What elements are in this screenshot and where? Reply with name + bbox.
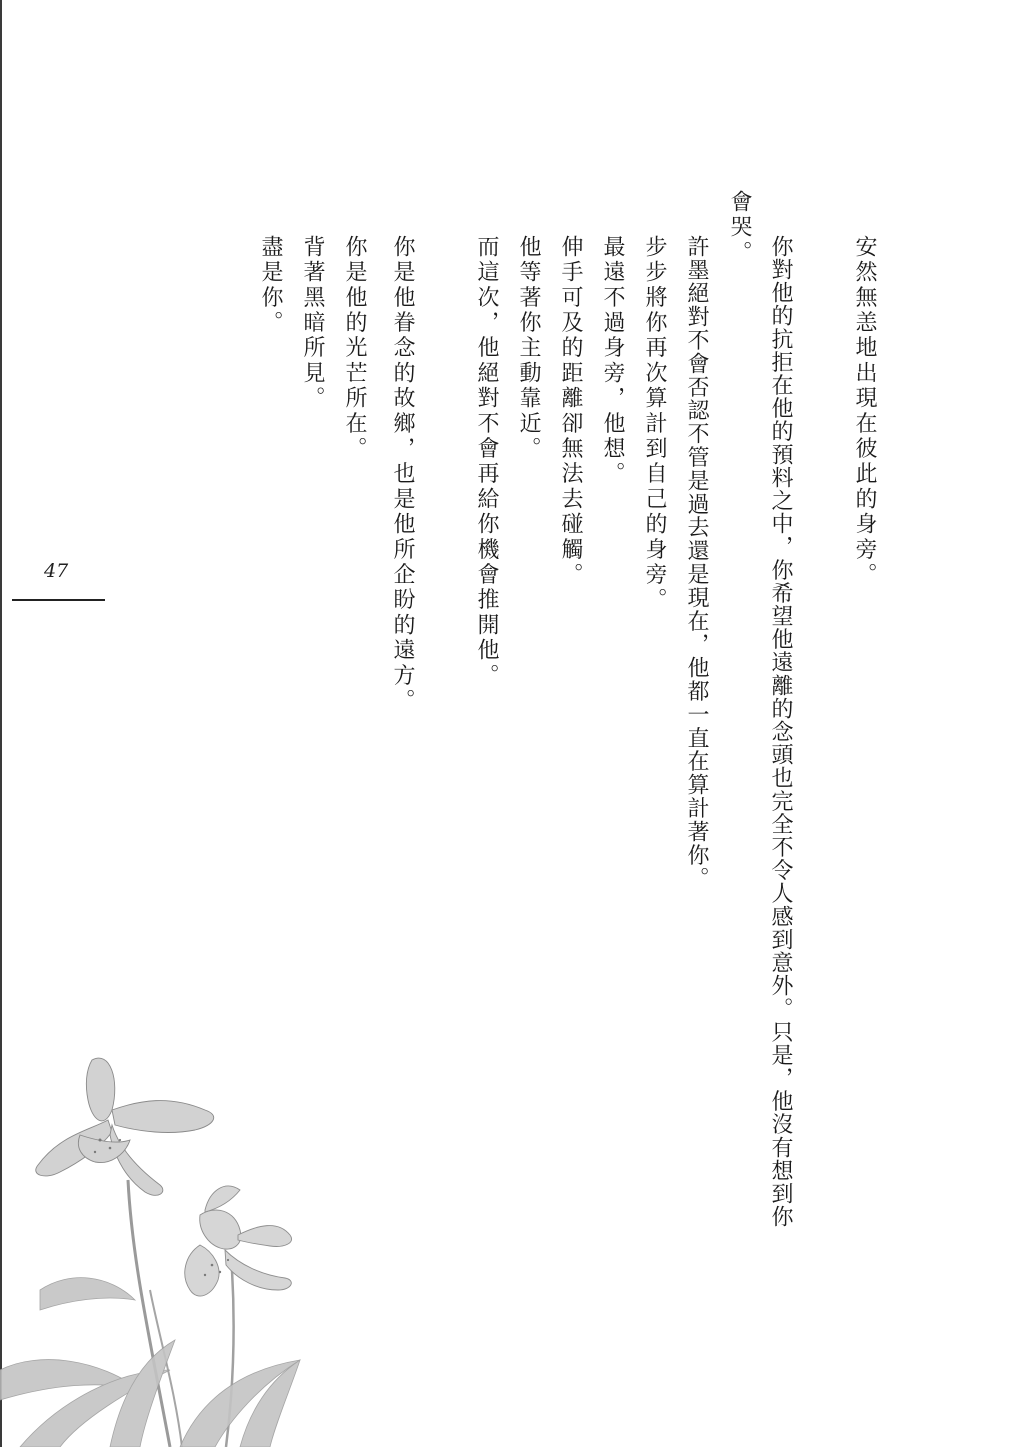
text-line-13: 盡是你。	[258, 235, 283, 336]
text-line-9: 而這次，他絕對不會再給你機會推開他。	[474, 235, 499, 689]
text-line-4: 許墨絕對不會否認不管是過去還是現在，他都一直在算計著你。	[684, 235, 709, 891]
iris-flower-illustration	[0, 1040, 320, 1447]
text-line-2: 你對他的抗拒在他的預料之中，你希望他遠離的念頭也完全不令人感到意外。只是，他沒有想到你	[768, 235, 793, 1229]
page-number: 47	[44, 560, 69, 582]
text-line-1: 安然無恙地出現在彼此的身旁。	[852, 235, 877, 588]
text-line-12: 背著黑暗所見。	[300, 235, 325, 412]
page-number-rule	[12, 599, 105, 601]
text-line-10: 你是他眷念的故鄉，也是他所企盼的遠方。	[390, 235, 415, 714]
text-line-5: 步步將你再次算計到自己的身旁。	[642, 235, 667, 613]
text-line-11: 你是他的光芒所在。	[342, 235, 367, 462]
text-line-3: 會哭。	[727, 190, 752, 266]
text-line-8: 他等著你主動靠近。	[516, 235, 541, 462]
text-line-7: 伸手可及的距離卻無法去碰觸。	[558, 235, 583, 588]
text-line-6: 最遠不過身旁，他想。	[600, 235, 625, 487]
